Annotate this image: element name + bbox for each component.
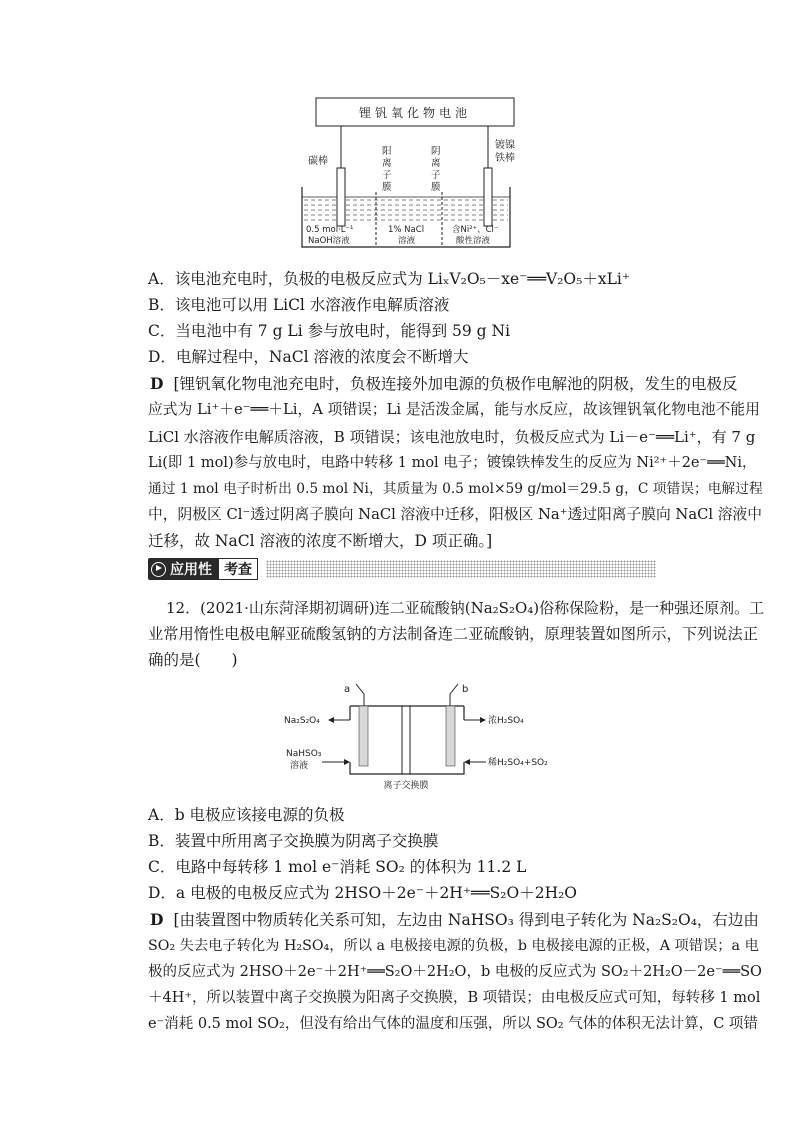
q12-answer-line: 极的反应式为 2HSO＋2e⁻＋2H⁺══S₂O＋2H₂O，b 电极的反应式为 SO₂＋2H₂O－2e⁻══SO (148, 964, 762, 980)
solution-left-1: 0.5 mol·L⁻¹ (306, 225, 354, 235)
q12-option-d: D．a 电极的电极反应式为 2HSO＋2e⁻＋2H⁺══S₂O＋2H₂O (148, 884, 578, 902)
q11-answer-line: Li(即 1 mol)参与放电时，电路中转移 1 mol 电子；镀镍铁棒发生的反应为 Ni²⁺＋2e⁻══Ni， (148, 455, 757, 471)
q12-answer-line (148, 910, 759, 930)
electrode-a (359, 706, 368, 766)
membrane-label: 离子交换膜 (383, 781, 429, 791)
q11-option-c: C．当电池中有 7 g Li 参与放电时，能得到 59 g Ni (148, 322, 511, 340)
q11-option-b: B．该电池可以用 LiCl 水溶液作电解质溶液 (148, 296, 450, 314)
q11-answer-text: [锂钒氧化物电池充电时，负极连接外加电源的负极作电解池的阴极，发生的电极反 (173, 375, 738, 393)
banner-label-2: 考查 (218, 558, 258, 580)
q12-answer-line: ＋4H⁺，所以装置中离子交换膜为阳离子交换膜，B 项错误；由电极反应式可知，每转移 1 mol (148, 990, 761, 1006)
banner-dot-pattern (266, 560, 656, 578)
solution-right-2: 酸性溶液 (456, 236, 491, 246)
solution-left-2: NaOH溶液 (308, 236, 350, 246)
q11-answer-line: 迁移，故 NaCl 溶液的浓度不断增大，D 项正确。] (148, 532, 493, 550)
membrane-right-char: 膜 (431, 182, 441, 193)
output-left-label: Na₂S₂O₄ (284, 716, 320, 726)
q12-answer-letter: D (150, 910, 164, 929)
q12-answer-text: [由装置图中物质转化关系可知，左边由 NaHSO₃ 得到电子转化为 Na₂S₂O₄，右边由 (173, 911, 759, 929)
q11-answer-line: 中，阴极区 Cl⁻透过阴离子膜向 NaCl 溶液中迁移，阳极区 Na⁺透过阳离子膜向 NaCl 溶液中 (148, 506, 763, 523)
left-electrode-label: 碳棒 (308, 156, 328, 167)
membrane-left-char: 离 (382, 158, 392, 169)
banner-label-box (148, 558, 218, 580)
membrane-right-char: 子 (431, 170, 441, 181)
q11-answer-line: LiCl 水溶液作电解质溶液，B 项错误；该电池放电时，负极反应式为 Li－e⁻══Li⁺，有 7 g (148, 428, 756, 446)
q12-stem-line: 12．(2021·山东菏泽期初调研)连二亚硫酸钠(Na₂S₂O₄)俗称保险粉，是一种强还原剂。工 (166, 599, 765, 617)
banner-label: 应用性 (170, 562, 212, 578)
carbon-rod (337, 168, 345, 226)
q12-option-c: C．电路中每转移 1 mol e⁻消耗 SO₂ 的体积为 11.2 L (148, 858, 527, 876)
solution-mid-2: 溶液 (398, 236, 416, 246)
input-left-label-1: NaHSO₃ (286, 749, 322, 759)
solution-right-1: 含Ni²⁺、Cl⁻ (452, 225, 499, 235)
electrode-a-label: a (344, 684, 351, 695)
q11-option-a: A．该电池充电时，负极的电极反应式为 LiₓV₂O₅－xe⁻══V₂O₅＋xLi⁺ (148, 270, 631, 288)
membrane-right-char: 离 (431, 158, 441, 169)
section-banner (148, 558, 258, 580)
q12-answer-line: e⁻消耗 0.5 mol SO₂，但没有给出气体的温度和压强，所以 SO₂ 气体的体积无法计算，C 项错 (148, 1016, 758, 1032)
play-icon (151, 562, 166, 577)
q12-option-b: B．装置中所用离子交换膜为阴离子交换膜 (148, 832, 439, 850)
q12-stem-line: 业常用惰性电极电解亚硫酸氢钠的方法制备连二亚硫酸钠，原理装置如图所示，下列说法正 (148, 625, 758, 643)
ion-exchange-electrolysis-figure (282, 676, 552, 798)
q11-answer-line: 应式为 Li⁺＋e⁻══＋Li，A 项错误；Li 是活泼金属，能与水反应，故该锂钒氧化物电池不能用 (148, 401, 760, 418)
input-right-label: 稀H₂SO₄+SO₂ (488, 758, 548, 768)
q12-answer-line: SO₂ 失去电子转化为 H₂SO₄，所以 a 电极接电源的负极，b 电极接电源的正极，A 项错误；a 电 (148, 938, 759, 954)
membrane-left-char: 阳 (382, 146, 392, 157)
solution-mid-1: 1% NaCl (388, 225, 425, 235)
q11-option-d: D．电解过程中，NaCl 溶液的浓度会不断增大 (148, 348, 469, 366)
battery-electrolysis-figure (296, 92, 536, 252)
membrane-left-char: 膜 (382, 182, 392, 193)
electrode-b (446, 706, 455, 766)
nickel-plated-iron-rod (484, 168, 492, 226)
q12-option-a: A．b 电极应该接电源的负极 (148, 806, 345, 824)
membrane-right-char: 阴 (431, 146, 441, 157)
membrane-left-char: 子 (382, 170, 392, 181)
battery-title: 锂钒氧化物电池 (358, 106, 472, 120)
q11-answer-line (148, 374, 738, 394)
right-electrode-label-1: 镀镍 (495, 140, 515, 151)
q11-answer-letter: D (150, 374, 164, 393)
q12-stem-line: 确的是( ) (148, 651, 238, 669)
q11-answer-line: 通过 1 mol 电子时析出 0.5 mol Ni，其质量为 0.5 mol×59 g/mol＝29.5 g，C 项错误；电解过程 (148, 481, 763, 497)
electrode-b-label: b (462, 684, 469, 695)
output-right-label: 浓H₂SO₄ (488, 716, 524, 726)
input-left-label-2: 溶液 (290, 761, 309, 771)
right-electrode-label-2: 铁棒 (495, 153, 515, 164)
